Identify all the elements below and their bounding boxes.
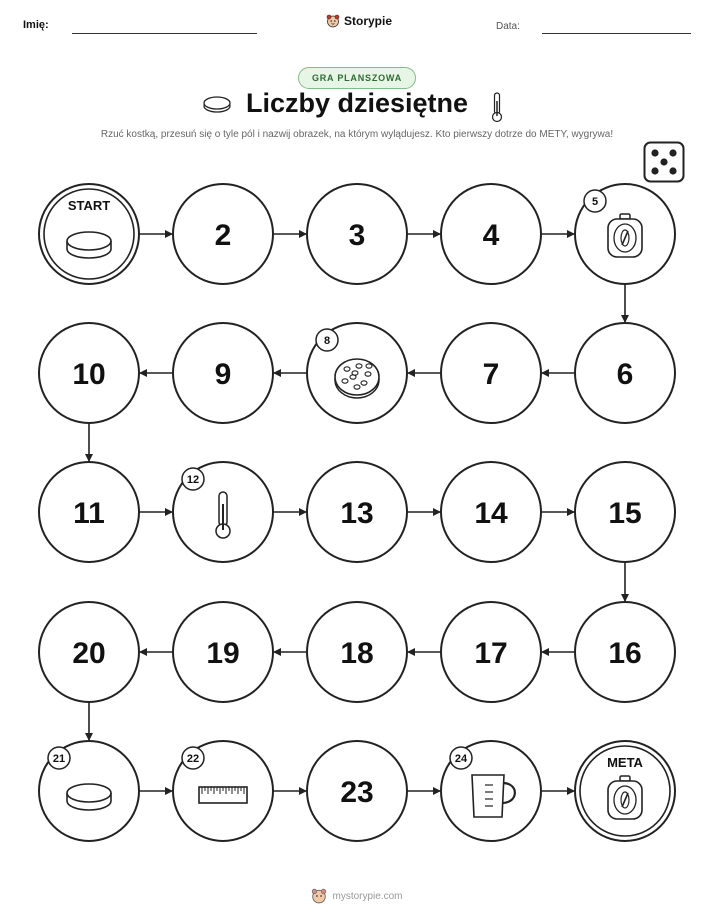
footer-url: mystorypie.com: [332, 890, 403, 902]
storypie-mascot-icon: [311, 888, 327, 904]
space-number: 12: [186, 474, 200, 486]
instructions: Rzuć kostką, przesuń się o tyle pól i nazwij obrazek, na którym wylądujesz. Kto pierwszy dotrze do METY, wygrywa!: [100, 129, 614, 140]
start-space: [39, 184, 139, 284]
space-number: 22: [186, 753, 200, 765]
board-space: [575, 184, 675, 284]
board-space: [39, 462, 139, 562]
board-space: [441, 462, 541, 562]
footer: [0, 888, 714, 904]
space-number: 8: [323, 335, 331, 347]
space-number: 17: [474, 637, 508, 670]
cookie-icon: [335, 359, 379, 398]
board-space: [39, 323, 139, 423]
space-number: 18: [340, 637, 374, 670]
board-space: [575, 462, 675, 562]
space-number: 19: [206, 637, 240, 670]
page-title: Liczby dziesiętne: [245, 88, 469, 118]
board-space: [441, 741, 541, 841]
stopwatch-icon: [608, 776, 642, 819]
space-number: 24: [454, 753, 468, 765]
space-number: 16: [608, 637, 642, 670]
board-space: [307, 323, 407, 423]
stopwatch-icon: [608, 214, 642, 257]
space-number: 10: [72, 358, 106, 391]
brand-name: Storypie: [344, 14, 393, 28]
space-number: 21: [52, 753, 66, 765]
space-number: 6: [616, 358, 634, 391]
space-number: 5: [591, 196, 599, 208]
board-space: [307, 462, 407, 562]
space-number: 20: [72, 637, 106, 670]
board-space: [173, 602, 273, 702]
board-space: [39, 602, 139, 702]
board-space: [575, 602, 675, 702]
board-space: [173, 184, 273, 284]
board-space: [173, 741, 273, 841]
board-space: [307, 741, 407, 841]
board-space: [441, 602, 541, 702]
board-space: [307, 184, 407, 284]
space-label: START: [67, 198, 111, 213]
space-number: 4: [482, 219, 500, 252]
space-number: 23: [340, 776, 374, 809]
board-space: [575, 323, 675, 423]
space-number: 9: [214, 358, 232, 391]
name-label: Imię:: [23, 19, 49, 31]
space-label: META: [607, 755, 643, 770]
board-space: [39, 741, 139, 841]
board-space: [173, 323, 273, 423]
finish-space: [575, 741, 675, 841]
ruler-icon: [199, 787, 247, 803]
coin-icon: [67, 784, 111, 810]
board-space: [441, 184, 541, 284]
game-type-badge: GRA PLANSZOWA: [298, 67, 416, 89]
board-space: [441, 323, 541, 423]
space-number: 13: [340, 497, 374, 530]
coin-icon: [67, 232, 111, 258]
date-label: Data:: [496, 21, 520, 32]
board-space: [307, 602, 407, 702]
space-number: 2: [214, 219, 232, 252]
space-number: 15: [608, 497, 642, 530]
space-number: 14: [474, 497, 508, 530]
space-number: 11: [73, 497, 105, 530]
space-number: 7: [482, 358, 500, 391]
space-number: 3: [348, 219, 366, 252]
board-space: [173, 462, 273, 562]
